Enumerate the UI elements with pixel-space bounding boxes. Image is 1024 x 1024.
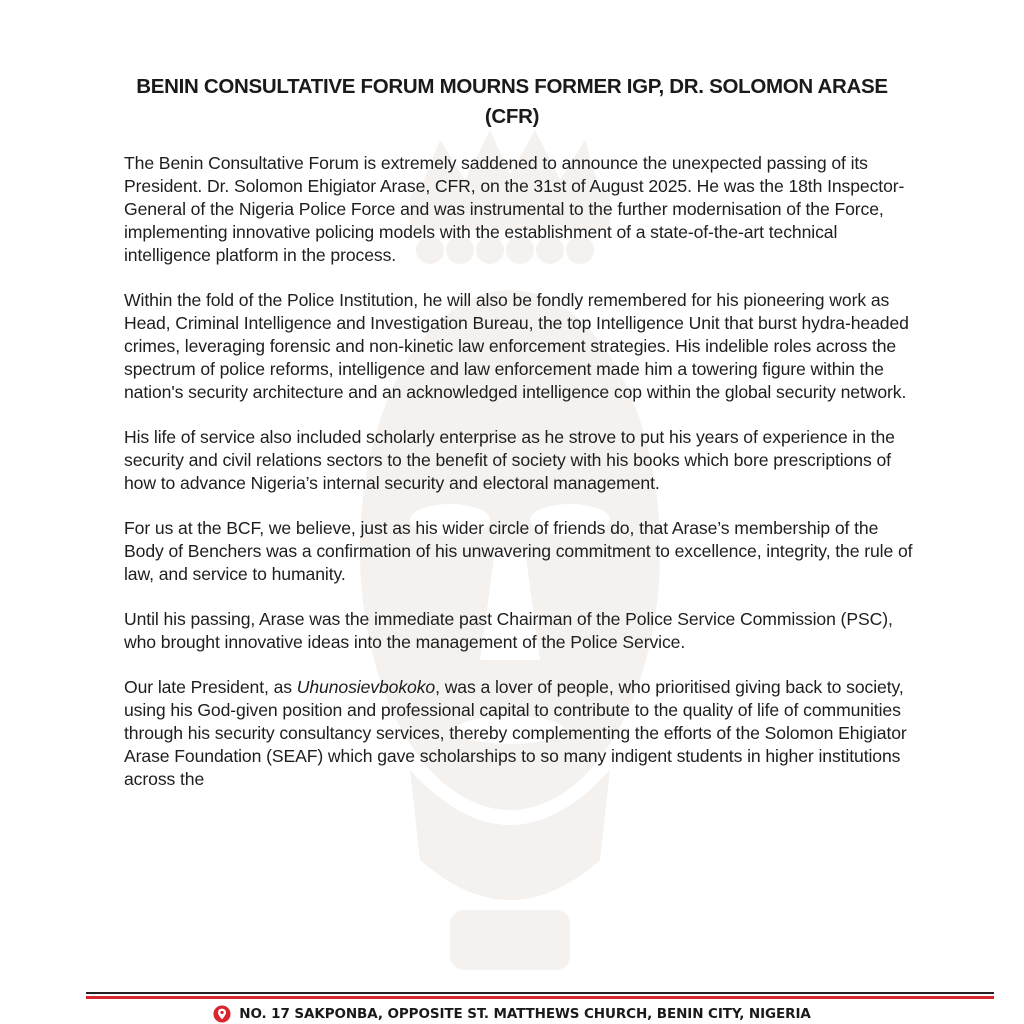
paragraph-6-emphasis: Uhunosievbokoko xyxy=(296,677,436,697)
document-body xyxy=(124,152,914,813)
paragraph-6-prefix: Our late President, as xyxy=(124,677,297,697)
paragraph-1: The Benin Consultative Forum is extremely saddened to announce the unexpected passing of its President. Dr. Solomon Ehigiator Arase, CFR, on the 31st of August 2025. He was the 18th Inspector-General of the Nigeria Police Force and was instrumental to the further modernisation of the Force, implementing innovative policing models with the establishment of a state-of-the-art technical intelligence platform in the process. xyxy=(124,153,905,265)
footer xyxy=(0,1004,1024,1024)
paragraph-3: His life of service also included scholarly enterprise as he strove to put his years of experience in the security and civil relations sectors to the benefit of society with his books which bore prescriptions of how to advance Nigeria’s internal security and electoral management. xyxy=(124,427,895,493)
document-title: BENIN CONSULTATIVE FORUM MOURNS FORMER IGP, DR. SOLOMON ARASE (CFR) xyxy=(136,75,888,128)
paragraph-6-suffix: , was a lover of people, who prioritised giving back to society, using his God-given position and professional capital to contribute to the quality of life of communities through his security consultancy services, thereby complementing the efforts of the Solomon Ehigiator Arase Foundation (SEAF) which gave scholarships to so many indigent students in higher institutions across the xyxy=(124,677,907,789)
paragraph-5: Until his passing, Arase was the immediate past Chairman of the Police Service Commission (PSC), who brought innovative ideas into the management of the Police Service. xyxy=(124,609,893,652)
footer-address: NO. 17 SAKPONBA, OPPOSITE ST. MATTHEWS CHURCH, BENIN CITY, NIGERIA xyxy=(239,1006,811,1022)
paragraph-6 xyxy=(124,676,914,791)
location-pin-icon xyxy=(213,1005,231,1023)
footer-divider-red xyxy=(86,996,994,999)
paragraph-2: Within the fold of the Police Institution, he will also be fondly remembered for his pioneering work as Head, Criminal Intelligence and Investigation Bureau, the top Intelligence Unit that burst hydra-headed crimes, leveraging forensic and non-kinetic law enforcement strategies. His indelible roles across the spectrum of police reforms, intelligence and law enforcement made him a towering figure within the nation's security architecture and an acknowledged intelligence cop within the global security network. xyxy=(124,290,909,402)
paragraph-4: For us at the BCF, we believe, just as his wider circle of friends do, that Arase’s membership of the Body of Benchers was a confirmation of his unwavering commitment to excellence, integrity, the rule of law, and service to humanity. xyxy=(124,518,913,584)
footer-divider-dark xyxy=(86,992,994,994)
